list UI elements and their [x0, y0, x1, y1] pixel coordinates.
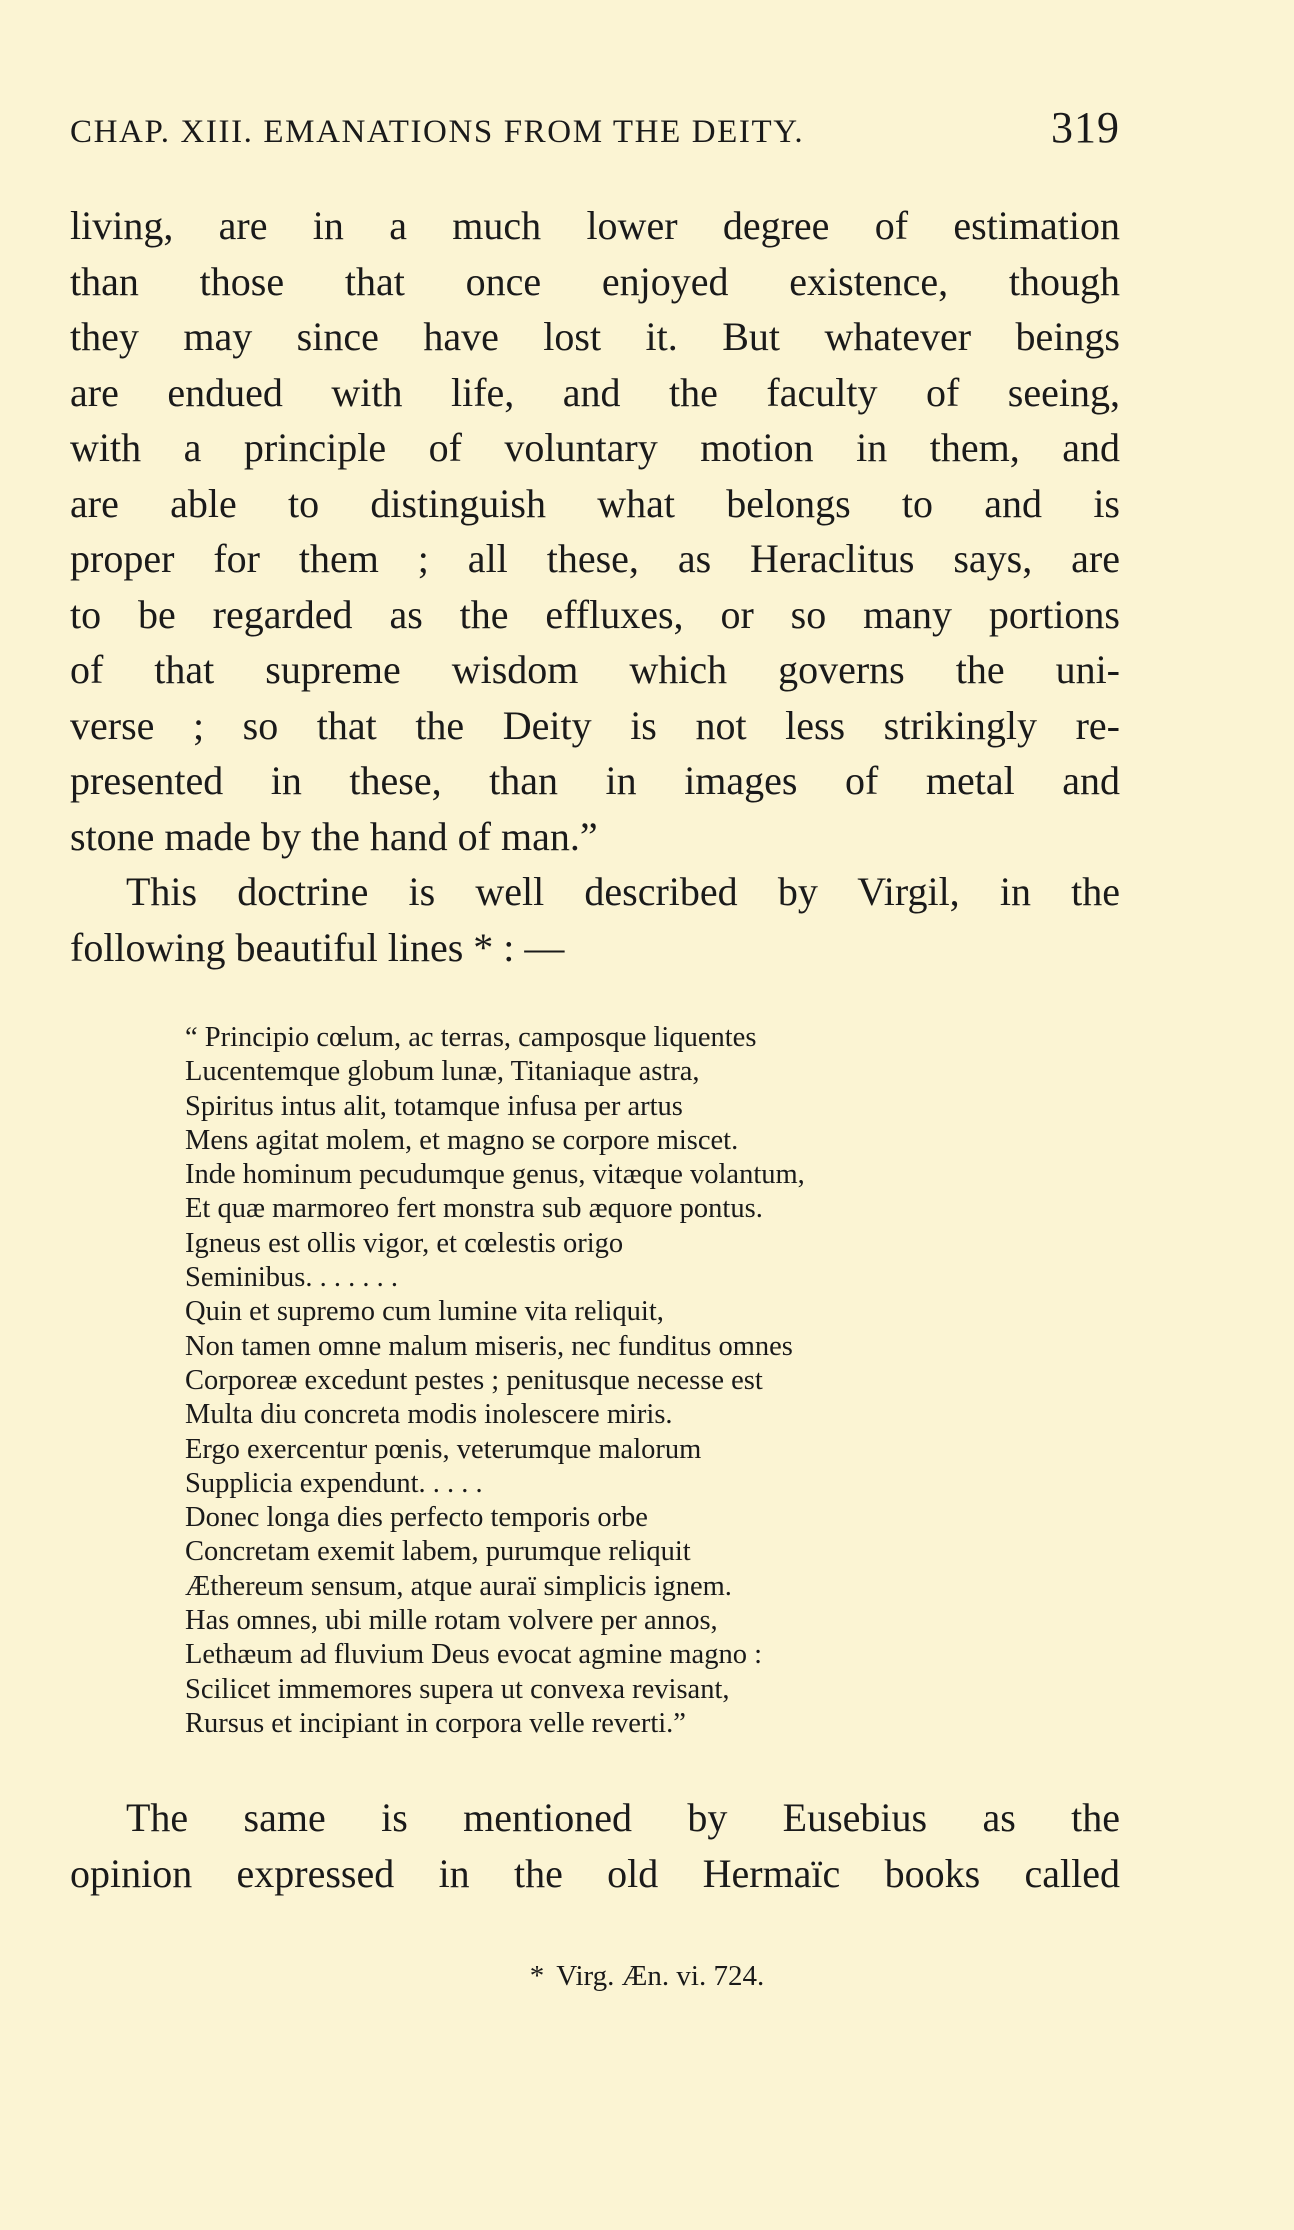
verse-line: Et quæ marmoreo fert monstra sub æquore pontus.	[185, 1193, 763, 1225]
footnote-text: Virg. Æn. vi. 724.	[556, 1960, 765, 1992]
text-line: This doctrine is well described by Virgil, in the	[126, 869, 1120, 914]
verse-line: Lethæum ad fluvium Deus evocat agmine magno :	[185, 1639, 762, 1671]
verse-line: Ergo exercentur pœnis, veterumque malorum	[185, 1433, 702, 1465]
verse-line: Donec longa dies perfecto temporis orbe	[185, 1502, 648, 1534]
text-line: stone made by the hand of man.”	[70, 813, 598, 859]
main-text-upper	[70, 198, 1120, 975]
text-line: than those that once enjoyed existence, though	[70, 258, 1120, 304]
text-line: The same is mentioned by Eusebius as the	[126, 1795, 1120, 1840]
text-line: proper for them ; all these, as Heraclitus says, are	[70, 536, 1120, 581]
verse-line: Rursus et incipiant in corpora velle reverti.”	[185, 1707, 686, 1739]
footnote	[0, 1960, 1294, 1993]
verse-line: Inde hominum pecudumque genus, vitæque volantum,	[185, 1159, 805, 1191]
running-title: CHAP. XIII. EMANATIONS FROM THE DEITY.	[70, 114, 805, 150]
text-line: with a principle of voluntary motion in them, and	[70, 425, 1120, 470]
verse-line: Multa diu concreta modis inolescere miris.	[185, 1399, 673, 1431]
verse-line: Concretam exemit labem, purumque reliquit	[185, 1536, 691, 1568]
verse-line: Lucentemque globum lunæ, Titaniaque astra,	[185, 1056, 700, 1088]
footnote-mark: *	[529, 1960, 545, 1992]
verse-line: Mens agitat molem, et magno se corpore miscet.	[185, 1124, 739, 1156]
verse-line: “ Principio cœlum, ac terras, camposque liquentes	[185, 1022, 757, 1053]
verse-line: Supplicia expendunt. . . . .	[185, 1467, 483, 1499]
verse-line: Scilicet immemores supera ut convexa revisant,	[185, 1673, 730, 1705]
verse-line: Æthereum sensum, atque auraï simplicis ignem.	[185, 1570, 732, 1602]
verse-line: Has omnes, ubi mille rotam volvere per annos,	[185, 1605, 718, 1637]
text-line: following beautiful lines * : —	[70, 924, 565, 970]
text-line: living, are in a much lower degree of estimation	[70, 203, 1120, 248]
verse-line: Spiritus intus alit, totamque infusa per artus	[185, 1090, 683, 1122]
verse-line: Quin et supremo cum lumine vita reliquit,	[185, 1296, 664, 1328]
text-line: they may since have lost it. But whatever beings	[70, 314, 1120, 359]
verse-line: Corporeæ excedunt pestes ; penitusque necesse est	[185, 1364, 763, 1396]
text-line: presented in these, than in images of metal and	[70, 758, 1120, 803]
running-head	[70, 102, 1120, 162]
text-line: verse ; so that the Deity is not less strikingly re-	[70, 702, 1120, 748]
verse-line: Seminibus. . . . . . .	[185, 1262, 398, 1294]
verse-line: Non tamen omne malum miseris, nec funditus omnes	[185, 1330, 793, 1362]
text-line: are endued with life, and the faculty of seeing,	[70, 369, 1120, 415]
text-line: are able to distinguish what belongs to and is	[70, 480, 1120, 526]
text-line: opinion expressed in the old Hermaïc books called	[70, 1850, 1120, 1896]
text-line: of that supreme wisdom which governs the uni-	[70, 647, 1120, 692]
main-text-lower	[70, 1790, 1120, 1901]
verse-quotation	[185, 1021, 805, 1741]
page-number: 319	[1051, 103, 1120, 152]
text-line: to be regarded as the effluxes, or so many portions	[70, 591, 1120, 637]
verse-line: Igneus est ollis vigor, et cœlestis origo	[185, 1227, 624, 1259]
